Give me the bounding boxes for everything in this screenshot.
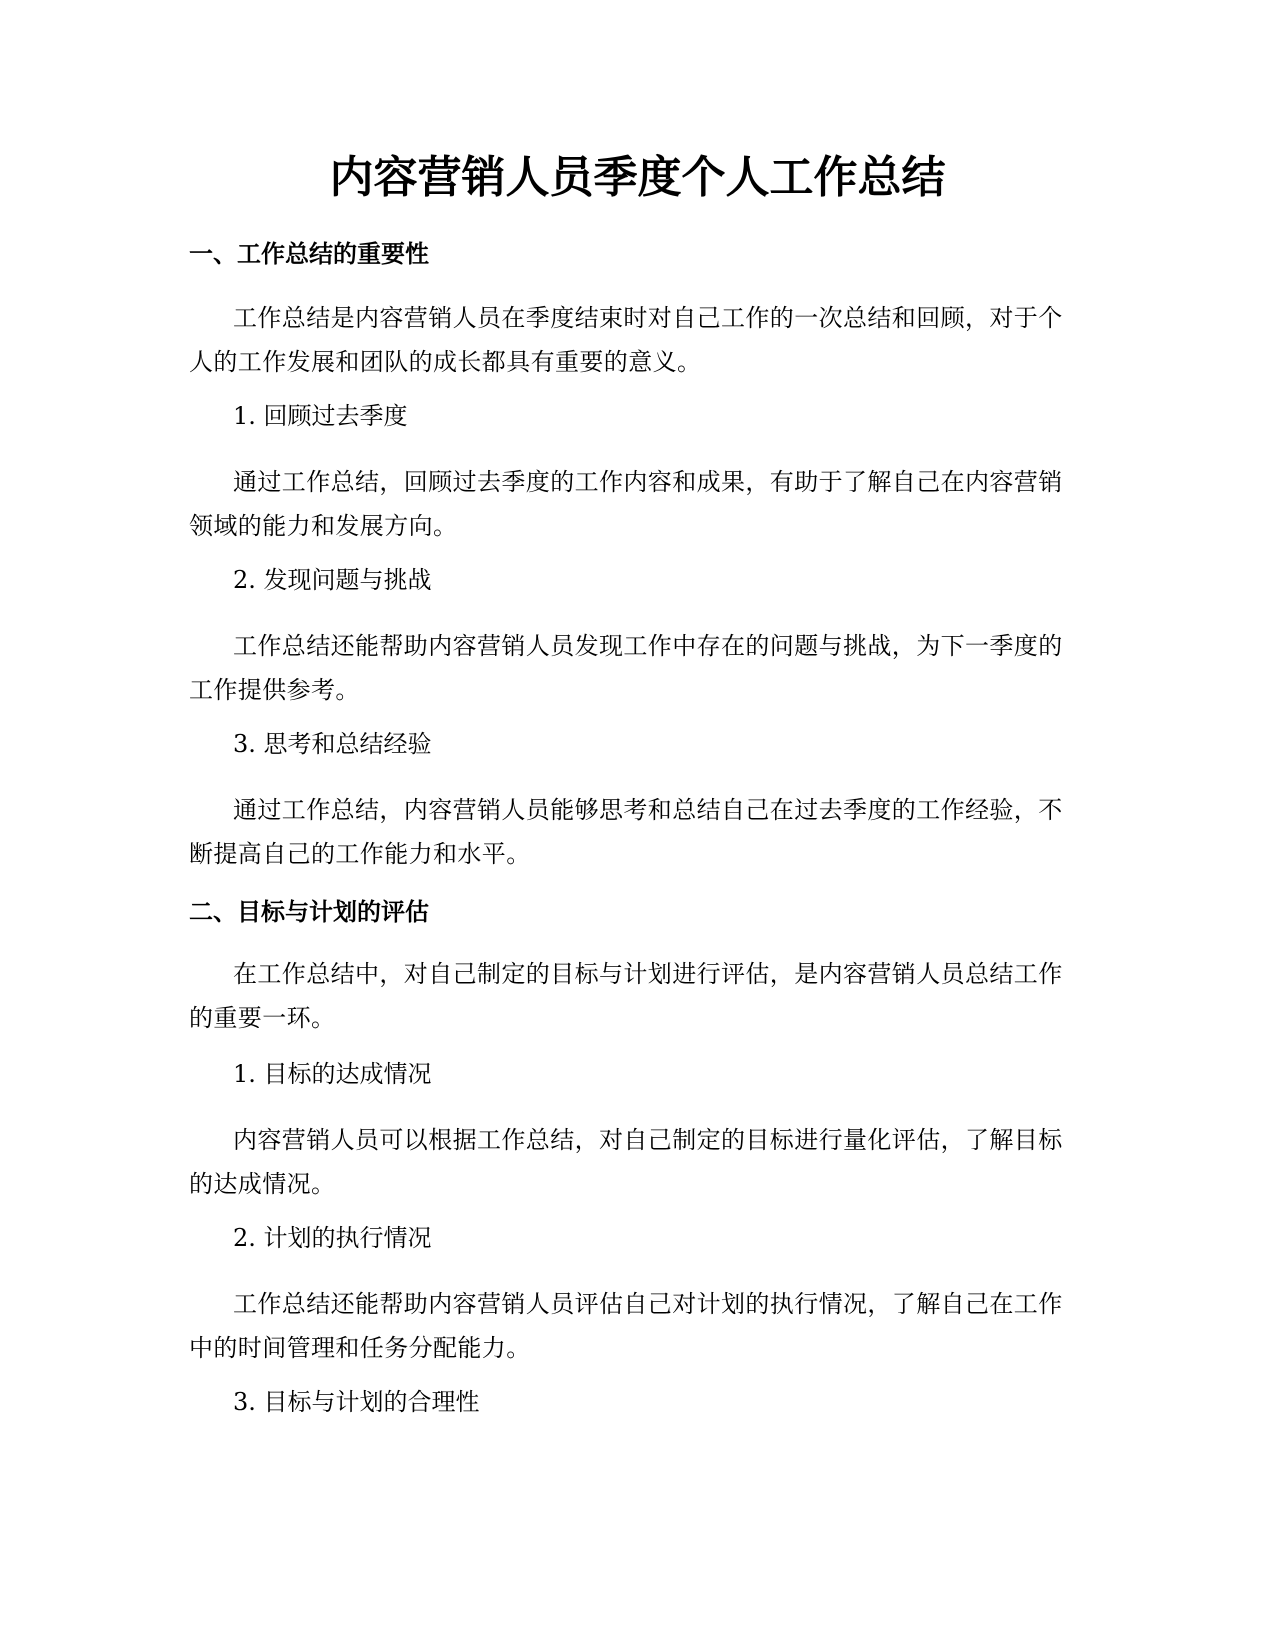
list-item-label: 2. 发现问题与挑战 <box>233 566 432 594</box>
section-intro-paragraph: 工作总结是内容营销人员在季度结束时对自己工作的一次总结和回顾，对于个人的工作发展和团队的成长都具有重要的意义。 <box>189 304 1063 376</box>
list-item-paragraph: 通过工作总结，回顾过去季度的工作内容和成果，有助于了解自己在内容营销领域的能力和发展方向。 <box>189 468 1063 540</box>
list-item-label: 1. 目标的达成情况 <box>233 1060 432 1088</box>
document-title: 内容营销人员季度个人工作总结 <box>329 152 946 203</box>
list-item-label: 1. 回顾过去季度 <box>233 402 408 430</box>
list-item-paragraph: 内容营销人员可以根据工作总结，对自己制定的目标进行量化评估，了解目标的达成情况。 <box>189 1126 1063 1198</box>
section-heading-evaluation: 二、目标与计划的评估 <box>189 898 429 926</box>
list-item-paragraph: 工作总结还能帮助内容营销人员发现工作中存在的问题与挑战，为下一季度的工作提供参考。 <box>189 632 1063 704</box>
list-item-label: 3. 目标与计划的合理性 <box>233 1388 480 1416</box>
list-item-paragraph: 工作总结还能帮助内容营销人员评估自己对计划的执行情况，了解自己在工作中的时间管理和任务分配能力。 <box>189 1290 1063 1362</box>
list-item-paragraph: 通过工作总结，内容营销人员能够思考和总结自己在过去季度的工作经验，不断提高自己的工作能力和水平。 <box>189 796 1063 868</box>
list-item-label: 3. 思考和总结经验 <box>233 730 432 758</box>
section-heading-importance: 一、工作总结的重要性 <box>189 240 429 268</box>
list-item-label: 2. 计划的执行情况 <box>233 1224 432 1252</box>
section-intro-paragraph: 在工作总结中，对自己制定的目标与计划进行评估，是内容营销人员总结工作的重要一环。 <box>189 960 1063 1032</box>
